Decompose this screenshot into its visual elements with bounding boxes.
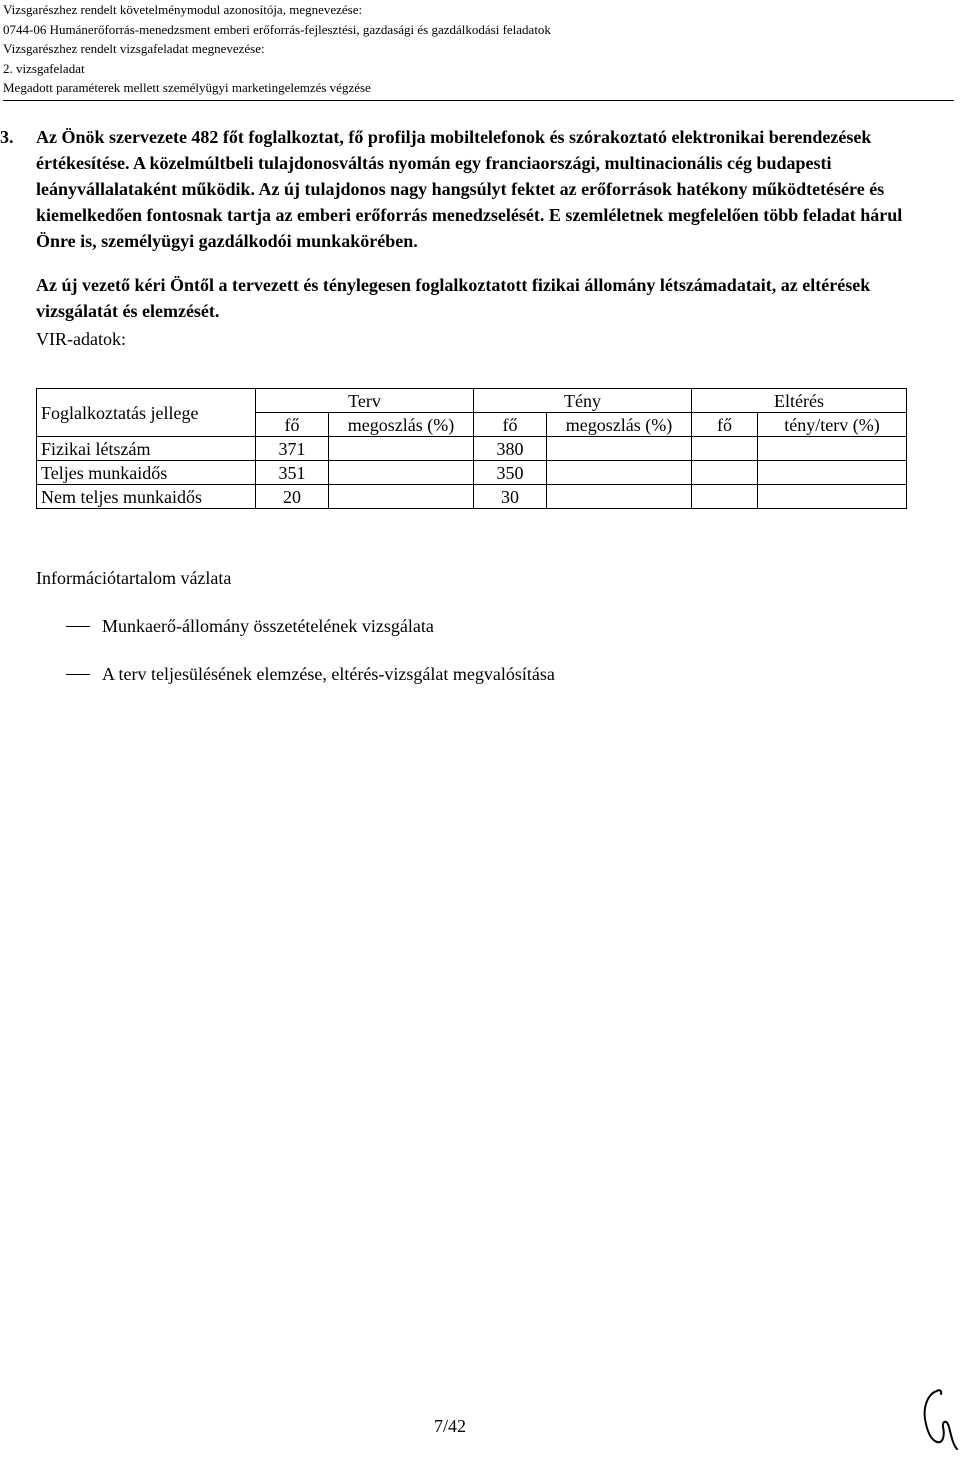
outline-list bbox=[36, 613, 916, 687]
cell-terv-megoszlas bbox=[329, 437, 474, 461]
task-section bbox=[0, 124, 916, 352]
header-task-label: Vizsgarészhez rendelt vizsgafeladat megnevezése: bbox=[3, 41, 265, 56]
cell-elteres-fo bbox=[692, 437, 758, 461]
list-item bbox=[36, 613, 916, 639]
vir-data-label: VIR-adatok: bbox=[36, 329, 126, 349]
dash-bullet-icon bbox=[66, 674, 90, 675]
cell-terv-fo: 351 bbox=[256, 461, 329, 485]
subheader-elteres-arany: tény/terv (%) bbox=[758, 413, 907, 437]
vir-data-table bbox=[36, 388, 907, 509]
cell-teny-megoszlas bbox=[547, 437, 692, 461]
cell-teny-megoszlas bbox=[547, 461, 692, 485]
cell-terv-fo: 371 bbox=[256, 437, 329, 461]
header-module-name: 0744-06 Humánerőforrás-menedzsment emberi erőforrás-fejlesztési, gazdasági és gazdálkodási feladatok bbox=[3, 21, 551, 37]
cell-terv-megoszlas bbox=[329, 461, 474, 485]
row-label: Teljes munkaidős bbox=[37, 461, 256, 485]
dash-bullet-icon bbox=[66, 626, 90, 627]
group-header-elteres: Eltérés bbox=[692, 389, 907, 413]
header-task-name: Megadott paraméterek mellett személyügyi marketingelemzés végzése bbox=[3, 80, 371, 95]
cell-elteres-arany bbox=[758, 461, 907, 485]
outline-title: Információtartalom vázlata bbox=[36, 568, 232, 588]
page-number: 7/42 bbox=[433, 1416, 466, 1436]
outline-section bbox=[36, 565, 916, 687]
cell-teny-fo: 380 bbox=[474, 437, 547, 461]
group-header-terv: Terv bbox=[256, 389, 474, 413]
table-row bbox=[37, 485, 907, 509]
page-header bbox=[3, 0, 953, 98]
cell-teny-fo: 30 bbox=[474, 485, 547, 509]
task-request: Az új vezető kéri Öntől a tervezett és ténylegesen foglalkoztatott fizikai állomány létszámadatait, az eltérések vizsgálatát és elemzését. bbox=[36, 275, 871, 321]
cell-terv-fo: 20 bbox=[256, 485, 329, 509]
task-number: 3. bbox=[0, 127, 14, 147]
outline-item-text: Munkaerő-állomány összetételének vizsgálata bbox=[102, 616, 434, 636]
cell-elteres-fo bbox=[692, 485, 758, 509]
row-header-cell: Foglalkoztatás jellege bbox=[37, 389, 256, 437]
task-description: Az Önök szervezete 482 főt foglalkoztat, fő profilja mobiltelefonok és szórakoztató elektronikai berendezések értékesítése. A közelmúltbeli tulajdonosváltás nyomán egy franciaországi, multinacionális cég budapesti leányvállalataként működik. Az új tulajdonos nagy hangsúlyt fektet az erőforrások hatékony működtetésére és kiemelkedően fontosnak tartja az emberi erőforrás menedzselését. E szemléletnek megfelelően több feladat hárul Önre is, személyügyi gazdálkodói munkakörében. bbox=[36, 127, 903, 251]
header-divider bbox=[3, 100, 954, 101]
cell-teny-megoszlas bbox=[547, 485, 692, 509]
cell-elteres-fo bbox=[692, 461, 758, 485]
row-label: Nem teljes munkaidős bbox=[37, 485, 256, 509]
subheader-terv-megoszlas: megoszlás (%) bbox=[329, 413, 474, 437]
outline-item-text: A terv teljesülésének elemzése, eltérés-vizsgálat megvalósítása bbox=[102, 664, 555, 684]
table-row bbox=[37, 461, 907, 485]
table-header-row bbox=[37, 389, 907, 413]
cell-teny-fo: 350 bbox=[474, 461, 547, 485]
subheader-teny-fo: fő bbox=[474, 413, 547, 437]
header-task-number: 2. vizsgafeladat bbox=[3, 60, 85, 76]
subheader-elteres-fo: fő bbox=[692, 413, 758, 437]
group-header-teny: Tény bbox=[474, 389, 692, 413]
cell-elteres-arany bbox=[758, 437, 907, 461]
table-row bbox=[37, 437, 907, 461]
handwritten-initial-signature bbox=[915, 1385, 960, 1455]
cell-elteres-arany bbox=[758, 485, 907, 509]
header-module-label: Vizsgarészhez rendelt követelménymodul azonosítója, megnevezése: bbox=[3, 2, 363, 17]
list-item bbox=[36, 661, 916, 687]
subheader-terv-fo: fő bbox=[256, 413, 329, 437]
cell-terv-megoszlas bbox=[329, 485, 474, 509]
row-label: Fizikai létszám bbox=[37, 437, 256, 461]
subheader-teny-megoszlas: megoszlás (%) bbox=[547, 413, 692, 437]
